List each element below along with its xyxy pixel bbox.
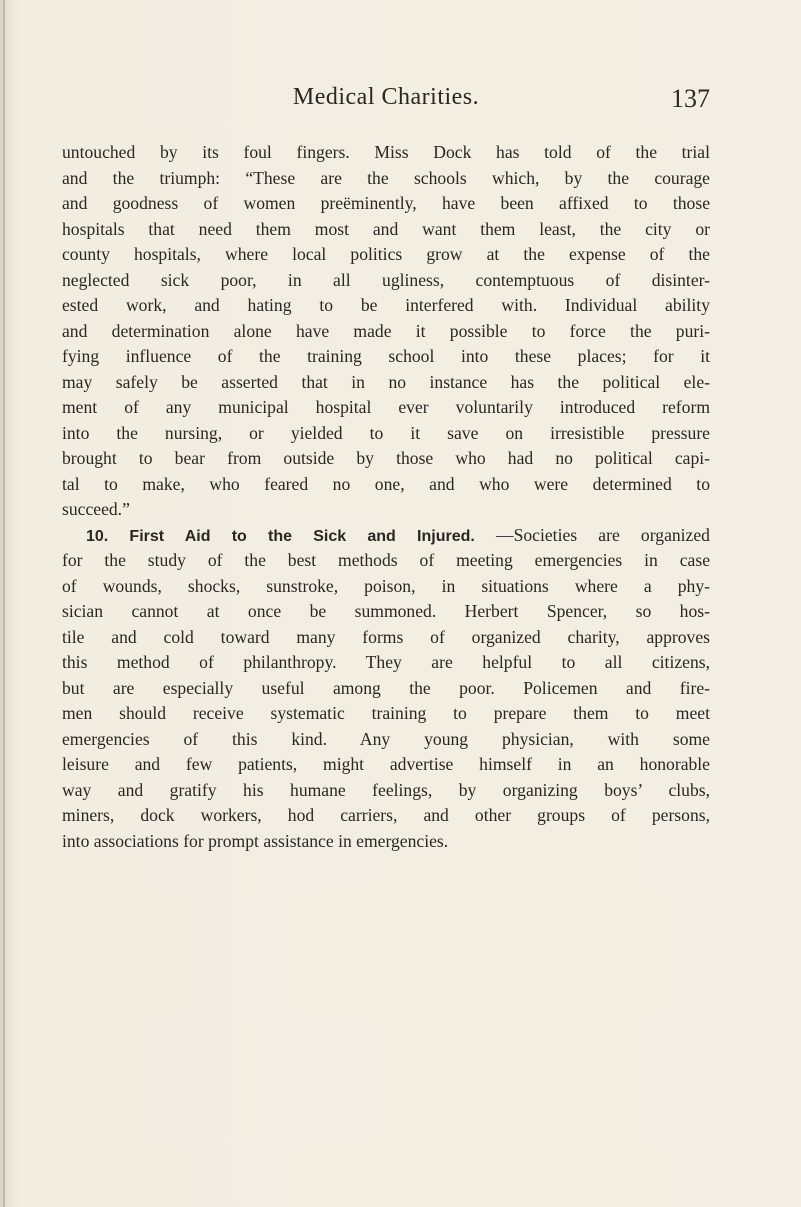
text-line: leisure and few patients, might advertise himself in an honorable <box>62 754 710 774</box>
section-number: 10. <box>86 527 109 545</box>
text-line: this method of philanthropy. They are helpful to all citizens, <box>62 652 710 672</box>
text-line: into the nursing, or yielded to it save on irresistible pressure <box>62 422 710 443</box>
body-text <box>62 140 710 854</box>
text-line: fying influence of the training school into these places; for it <box>62 346 710 366</box>
section-heading: First Aid to the Sick and Injured. <box>129 527 475 545</box>
text-line: into associations for prompt assistance in emergencies. <box>62 830 449 851</box>
text-line: hospitals that need them most and want them least, the city or <box>62 218 710 239</box>
text-line: ment of any municipal hospital ever voluntarily introduced reform <box>62 397 710 417</box>
paragraph-quote <box>62 140 710 523</box>
text-line: untouched by its foul fingers. Miss Dock has told of the trial <box>62 142 710 162</box>
text-line: miners, dock workers, hod carriers, and other groups of persons, <box>62 805 710 825</box>
text-line: sician cannot at once be summoned. Herbert Spencer, so hos- <box>62 601 710 621</box>
section-heading-line <box>62 523 710 549</box>
text-line: tile and cold toward many forms of organized charity, approves <box>62 626 710 647</box>
text-line: ested work, and hating to be interfered with. Individual ability <box>62 295 710 315</box>
section-first-aid <box>62 523 710 855</box>
text-line: emergencies of this kind. Any young physician, with some <box>62 728 710 749</box>
text-line: may safely be asserted that in no instance has the political ele- <box>62 371 710 392</box>
page-number: 137 <box>671 84 710 113</box>
text-line: and goodness of women preëminently, have been affixed to those <box>62 193 710 213</box>
section-lead-text: —Societies are organized <box>496 524 710 545</box>
text-line: and the triumph: “These are the schools which, by the courage <box>62 167 710 188</box>
text-line: brought to bear from outside by those who had no political capi- <box>62 448 710 468</box>
running-title: Medical Charities. <box>292 84 480 110</box>
text-line: but are especially useful among the poor. Policemen and fire- <box>62 677 710 698</box>
text-line: for the study of the best methods of meeting emergencies in case <box>62 550 710 570</box>
text-line: county hospitals, where local politics grow at the expense of the <box>62 244 710 264</box>
text-line: tal to make, who feared no one, and who were determined to <box>62 473 710 494</box>
text-line: men should receive systematic training to prepare them to meet <box>62 703 710 723</box>
text-line: neglected sick poor, in all ugliness, contemptuous of disinter- <box>62 269 710 290</box>
binding-gutter <box>3 0 5 1207</box>
running-head <box>62 84 710 118</box>
text-line: succeed.” <box>62 499 130 519</box>
text-line: way and gratify his humane feelings, by organizing boys’ clubs, <box>62 779 710 800</box>
text-line: of wounds, shocks, sunstroke, poison, in situations where a phy- <box>62 575 710 596</box>
text-line: and determination alone have made it possible to force the puri- <box>62 320 710 341</box>
